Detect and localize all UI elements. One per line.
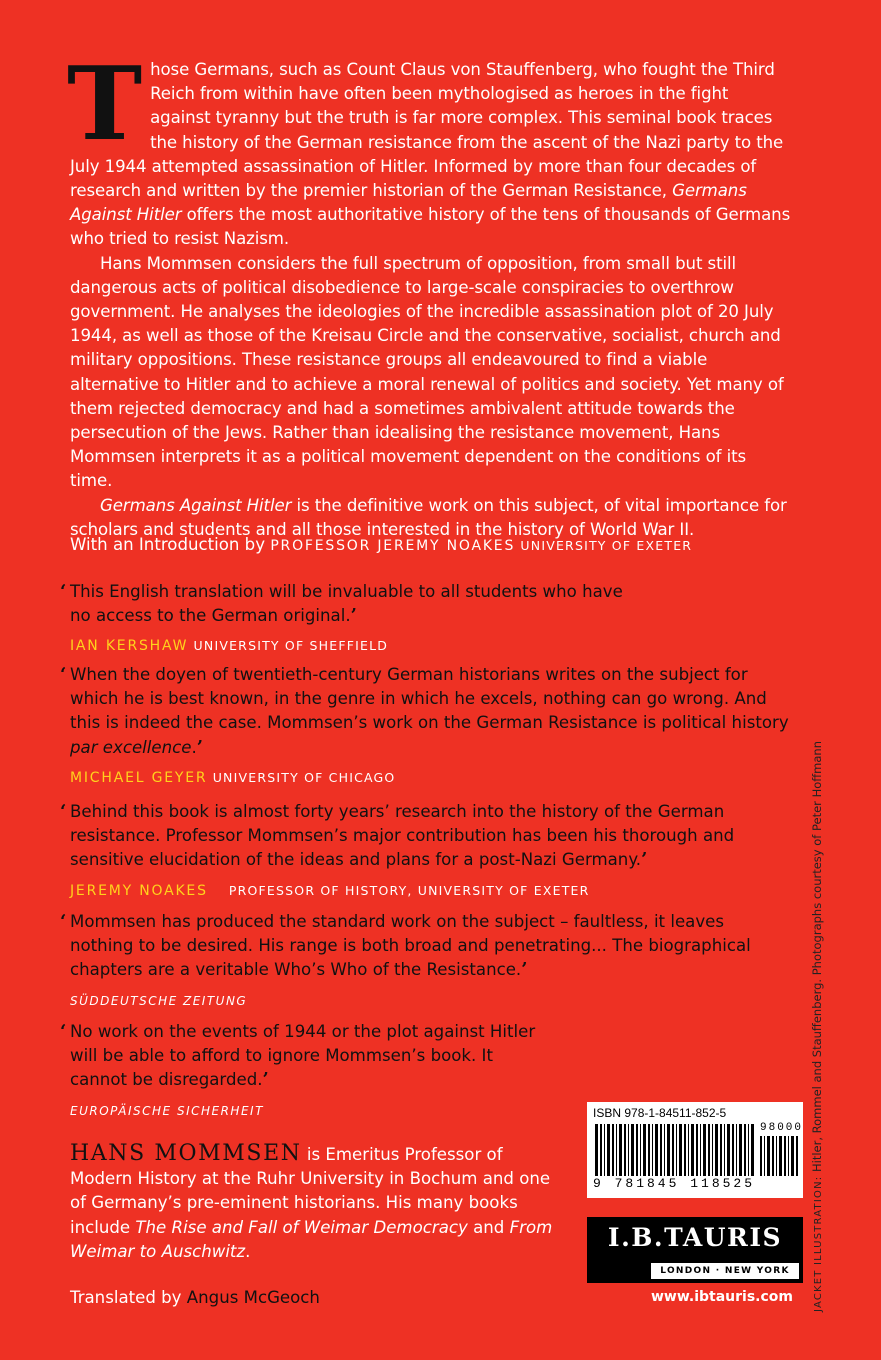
- reviewer-name: IAN KERSHAW: [70, 638, 189, 655]
- reviewer-affiliation: UNIVERSITY OF CHICAGO: [212, 769, 396, 785]
- review-quote: ‘ Mommsen has produced the standard work on the subject – faultless, it leaves nothing to be desired. His range is both broad and penetrating... The biographical chapters are a veritable Who’s Who of the Resistance.’ SÜDDEUTSCHE ZEITUNG: [60, 911, 751, 1008]
- price-barcode-icon: [760, 1136, 798, 1176]
- blurb-paragraph-1: Those Germans, such as Count Claus von Stauffenberg, who fought the Third Reich from within have often been mythologised as heroes in the fight against tyranny but the truth is far more complex. This seminal book traces the history of the German resistance from the ascent of the Nazi party to the July 1944 attempted assassination of Hitler. Informed by more than four decades of research and written by the premier historian of the German Resistance, Germans Against Hitler offers the most authoritative history of the tens of thousands of Germans who tried to resist Nazism.: [67, 44, 791, 249]
- book-title: The Rise and Fall of Weimar Democracy: [135, 1217, 468, 1237]
- publisher-logo: [587, 1217, 803, 1283]
- book-title: From Weimar to Auschwitz: [70, 1217, 553, 1261]
- reviewer-publication: SÜDDEUTSCHE ZEITUNG: [70, 993, 248, 1008]
- blurb-paragraph-3: Germans Against Hitler is the definitive work on this subject, of vital importance for scholars and students and all those interested in the history of World War II.: [70, 495, 787, 539]
- review-quote: ‘ This English translation will be invaluable to all students who have no access to the German original.’ IAN KERSHAW UNIVERSITY OF SHEFFIELD: [60, 581, 623, 655]
- price-code: 98000: [760, 1122, 804, 1134]
- review-quote: ‘ No work on the events of 1944 or the plot against Hitler will be able to afford to ignore Mommsen’s book. It cannot be disregarded.’ EUROPÄISCHE SICHERHEIT: [60, 1021, 536, 1118]
- introducer-affiliation: UNIVERSITY OF EXETER: [520, 538, 693, 553]
- introduction-credit: With an Introduction by PROFESSOR JEREMY NOAKES UNIVERSITY OF EXETER: [70, 535, 693, 554]
- publisher-cities: LONDON · NEW YORK: [651, 1263, 799, 1279]
- translator-credit: Translated by Angus McGeoch: [70, 1288, 320, 1307]
- barcode-digits: 9 781845 118525: [593, 1176, 756, 1191]
- reviewer-publication: EUROPÄISCHE SICHERHEIT: [70, 1103, 264, 1118]
- reviewer-affiliation: PROFESSOR OF HISTORY, UNIVERSITY OF EXETER: [228, 882, 590, 898]
- isbn-label: ISBN 978-1-84511-852-5: [593, 1106, 727, 1120]
- reviewer-name: MICHAEL GEYER: [70, 769, 208, 786]
- isbn-barcode-box: [587, 1102, 803, 1198]
- introducer-name: PROFESSOR JEREMY NOAKES: [270, 538, 516, 554]
- author-name: HANS MOMMSEN: [70, 1141, 302, 1166]
- barcode-icon: [595, 1124, 755, 1176]
- book-title: Germans Against Hitler: [70, 181, 747, 225]
- book-blurb: [67, 44, 792, 542]
- review-quote: ‘ When the doyen of twentieth-century German historians writes on the subject for which he is best known, in the genre in which he excels, nothing can go wrong. And this is indeed the case. Mommsen’s work on the German Resistance is political history par excellence.’ MICHAEL GEYER UNIVERSITY OF CHICAGO: [60, 664, 789, 786]
- author-bio: HANS MOMMSEN is Emeritus Professor of Modern History at the Ruhr University in Bochum and one of Germany’s pre-eminent historians. His many books include The Rise and Fall of Weimar Democracy and From Weimar to Auschwitz.: [70, 1141, 553, 1261]
- blurb-paragraph-2: Hans Mommsen considers the full spectrum of opposition, from small but still dangerous acts of political disobedience to large-scale conspiracies to overthrow government. He analyses the ideologies of the incredible assassination plot of 20 July 1944, as well as those of the Kreisau Circle and the conservative, socialist, church and military oppositions. These resistance groups all endeavoured to find a viable alternative to Hitler and to achieve a moral renewal of politics and society. Yet many of them rejected democracy and had a sometimes ambivalent attitude towards the persecution of the Jews. Rather than idealising the resistance movement, Hans Mommsen interprets it as a political movement dependent on the conditions of its time.: [70, 253, 784, 491]
- reviewer-name: JEREMY NOAKES: [70, 882, 208, 899]
- reviewer-affiliation: UNIVERSITY OF SHEFFIELD: [193, 638, 389, 654]
- review-quote: ‘ Behind this book is almost forty years’ research into the history of the German resistance. Professor Mommsen’s major contribution has been his thorough and sensitive elucidation of the ideas and plans for a post-Nazi Germany.’ JEREMY NOAKES PROFESSOR OF HISTORY, UNIVERSITY OF EXETER: [60, 801, 735, 899]
- publisher-logo-text: I.B.TAURIS: [607, 1223, 783, 1252]
- jacket-credit: JACKET ILLUSTRATION: Hitler, Rommel and Stauffenberg. Photographs courtesy of Peter Hoffmann: [810, 740, 824, 1312]
- publisher-website: www.ibtauris.com: [650, 1289, 793, 1305]
- translator-name: Angus McGeoch: [186, 1288, 320, 1307]
- drop-cap: T: [67, 44, 143, 163]
- book-title: Germans Against Hitler: [100, 495, 292, 515]
